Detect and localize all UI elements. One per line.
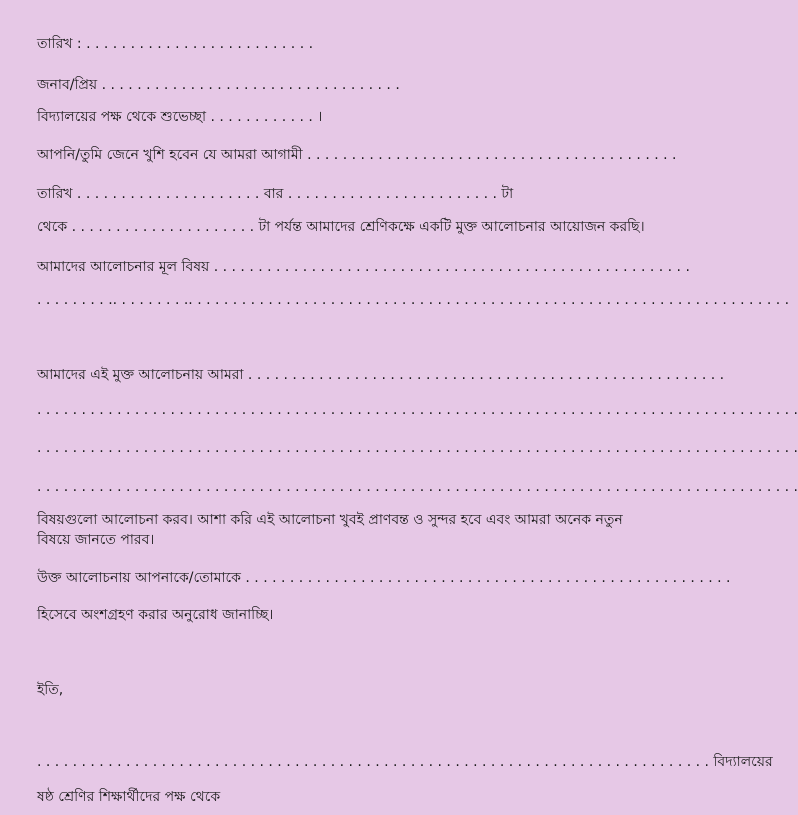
- blank-line-3: . . . . . . . . . . . . . . . . . . . . . . . . . . . . . . . . . . . . . . . . . . . . . . . . . . . . . . . . . . . . . . . . . . . . . . . . . . . . . . . . . . . . . .: [37, 479, 798, 495]
- blank-line-2: . . . . . . . . . . . . . . . . . . . . . . . . . . . . . . . . . . . . . . . . . . . . . . . . . . . . . . . . . . . . . . . . . . . . . . . . . . . . . . . . . . . . . .: [37, 440, 798, 456]
- from-time-line: থেকে . . . . . . . . . . . . . . . . . . . . . টা পর্যন্ত আমাদের শ্রেণিকক্ষে একটি মুক্ত আলোচনার আয়োজন করছি।: [37, 219, 645, 235]
- signature-line: . . . . . . . . . . . . . . . . . . . . . . . . . . . . . . . . . . . . . . . . . . . . . . . . . . . . . . . . . . . . . . . . . . . . . . . . . . . . বিদ্যালয়ের: [37, 754, 773, 770]
- topic-line: আমাদের আলোচনার মূল বিষয় . . . . . . . . . . . . . . . . . . . . . . . . . . . . . . . . . . . . . . . . . . . . . . . . . . . . . .: [37, 259, 690, 275]
- invite-line: উক্ত আলোচনায় আপনাকে/তোমাকে . . . . . . . . . . . . . . . . . . . . . . . . . . . . . . . . . . . . . . . . . . . . . . . . . . . . . . .: [37, 570, 731, 586]
- request-line: হিসেবে অংশগ্রহণ করার অনুরোধ জানাচ্ছি।: [37, 607, 274, 623]
- blank-line-1: . . . . . . . . . . . . . . . . . . . . . . . . . . . . . . . . . . . . . . . . . . . . . . . . . . . . . . . . . . . . . . . . . . . . . . . . . . . . . . . . . . . . . .: [37, 402, 798, 418]
- intro-line: আপনি/তুমি জেনে খুশি হবেন যে আমরা আগামী . . . . . . . . . . . . . . . . . . . . . . . . . . . . . . . . . . . . . . . . . .: [37, 147, 677, 163]
- discussion-line: আমাদের এই মুক্ত আলোচনায় আমরা . . . . . . . . . . . . . . . . . . . . . . . . . . . . . . . . . . . . . . . . . . . . . . . . . . . . . .: [37, 367, 725, 383]
- date-time-line: তারিখ . . . . . . . . . . . . . . . . . . . . . বার . . . . . . . . . . . . . . . . . . . . . . . . টা: [37, 186, 514, 202]
- address-line: জনাব/প্রিয় . . . . . . . . . . . . . . . . . . . . . . . . . . . . . . . . . .: [37, 77, 400, 93]
- hope-paragraph: বিষয়গুলো আলোচনা করব। আশা করি এই আলোচনা খুবই প্রাণবন্ত ও সুন্দর হবে এবং আমরা অনেক নতুন বিষয়ে জানতে পারব।: [37, 512, 623, 548]
- greeting-line: বিদ্যালয়ের পক্ষ থেকে শুভেচ্ছা . . . . . . . . . . . . ।: [37, 109, 323, 125]
- signature-from: ষষ্ঠ শ্রেণির শিক্ষার্থীদের পক্ষ থেকে: [37, 789, 221, 805]
- date-line: তারিখ : . . . . . . . . . . . . . . . . . . . . . . . . . .: [37, 36, 314, 52]
- closing: ইতি,: [37, 682, 64, 698]
- topic-continuation-line: . . . . . . . . .. . . . . . . . .. . . . . . . . . . . . . . . . . . . . . . . . . . . . . . . . . . . . . . . . . . . . . . . . . . . . . . . . . . . . . . . . . . . .: [37, 292, 790, 308]
